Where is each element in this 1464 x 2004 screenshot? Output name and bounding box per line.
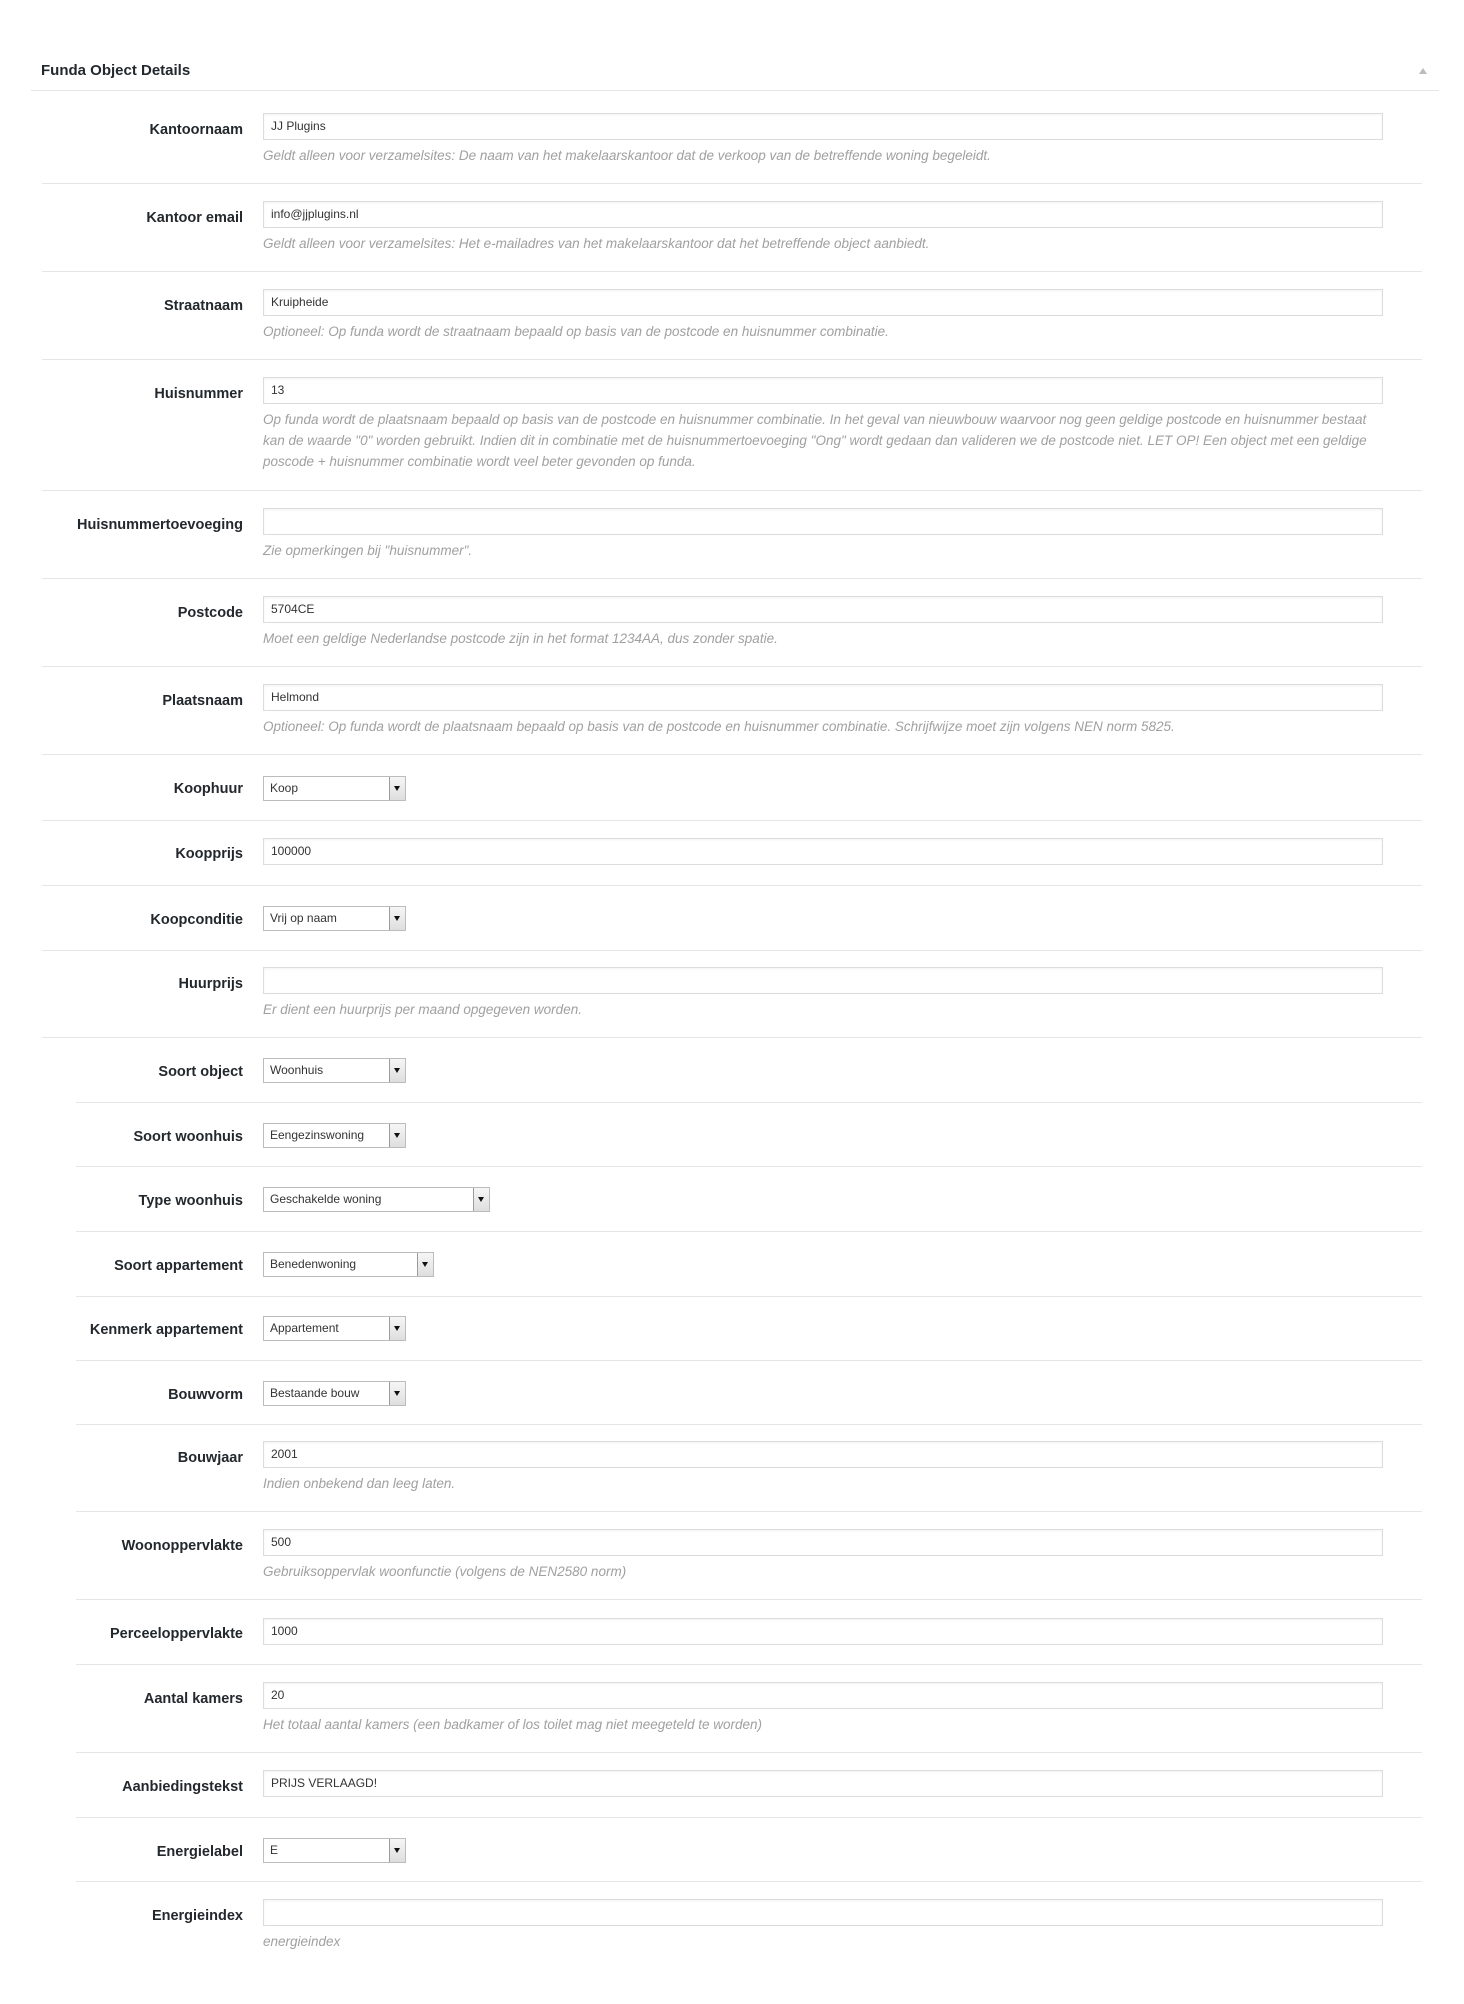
woonoppervlakte-label: Woonoppervlakte — [121, 1538, 243, 1554]
panel-header[interactable] — [31, 52, 1439, 91]
soort-appartement-selected-value: Benedenwoning — [270, 1257, 357, 1271]
straatnaam-label: Straatnaam — [164, 298, 243, 314]
aanbiedingstekst-label: Aanbiedingstekst — [122, 1779, 243, 1795]
kantoornaam-description: Geldt alleen voor verzamelsites: De naam van het makelaarskantoor dat de verkoop van de betreffende woning begeleidt. — [263, 148, 991, 163]
bouwvorm-label: Bouwvorm — [168, 1387, 243, 1403]
collapse-arrow-icon[interactable] — [1419, 68, 1427, 74]
huurprijs-description: Er dient een huurprijs per maand opgegeven worden. — [263, 1002, 582, 1017]
huurprijs-label: Huurprijs — [178, 976, 243, 992]
bouwvorm-select[interactable] — [263, 1381, 406, 1406]
type-woonhuis-select[interactable] — [263, 1187, 490, 1212]
row-divider — [42, 490, 1422, 491]
huurprijs-input[interactable] — [263, 967, 1383, 994]
huisnummer-label: Huisnummer — [154, 386, 243, 402]
row-divider — [42, 183, 1422, 184]
plaatsnaam-input[interactable]: Helmond — [263, 684, 1383, 711]
row-divider — [42, 754, 1422, 755]
chevron-down-icon[interactable] — [389, 1839, 405, 1862]
kenmerk-appartement-selected-value: Appartement — [270, 1321, 339, 1335]
row-divider — [42, 950, 1422, 951]
huisnummertoevoeging-label: Huisnummertoevoeging — [77, 517, 243, 533]
panel-title: Funda Object Details — [41, 62, 191, 79]
aanbiedingstekst-input[interactable]: PRIJS VERLAAGD! — [263, 1770, 1383, 1797]
kantoor-email-label: Kantoor email — [146, 210, 243, 226]
aantal-kamers-label: Aantal kamers — [143, 1691, 243, 1707]
row-divider — [42, 820, 1422, 821]
energielabel-select[interactable] — [263, 1838, 406, 1863]
type-woonhuis-selected-value: Geschakelde woning — [270, 1192, 382, 1206]
row-divider — [76, 1166, 1422, 1167]
postcode-input[interactable]: 5704CE — [263, 596, 1383, 623]
energieindex-input[interactable] — [263, 1899, 1383, 1926]
row-divider — [76, 1231, 1422, 1232]
chevron-down-icon[interactable] — [389, 1059, 405, 1082]
soort-object-select[interactable] — [263, 1058, 406, 1083]
koophuur-selected-value: Koop — [270, 781, 299, 795]
chevron-down-icon[interactable] — [389, 1382, 405, 1405]
bouwjaar-label: Bouwjaar — [177, 1450, 243, 1466]
soort-appartement-label: Soort appartement — [114, 1258, 243, 1274]
row-divider — [42, 271, 1422, 272]
row-divider — [76, 1360, 1422, 1361]
koopprijs-label: Koopprijs — [175, 846, 243, 862]
kantoornaam-input[interactable]: JJ Plugins — [263, 113, 1383, 140]
kantoor-email-description: Geldt alleen voor verzamelsites: Het e-mailadres van het makelaarskantoor dat het betreffende object aanbiedt. — [263, 236, 930, 251]
huisnummer-description-line-1: Op funda wordt de plaatsnaam bepaald op basis van de postcode en huisnummer combinatie. In het geval van nieuwbouw waarvoor nog geen geldige postcode en huisnummer bestaat — [263, 412, 1367, 427]
row-divider — [76, 1296, 1422, 1297]
woonoppervlakte-input[interactable]: 500 — [263, 1529, 1383, 1556]
kantoornaam-label: Kantoornaam — [149, 122, 243, 138]
soort-woonhuis-select[interactable] — [263, 1123, 406, 1148]
soort-woonhuis-selected-value: Eengezinswoning — [270, 1128, 365, 1142]
plaatsnaam-label: Plaatsnaam — [162, 693, 243, 709]
energieindex-description: energieindex — [263, 1934, 341, 1949]
kenmerk-appartement-label: Kenmerk appartement — [89, 1322, 243, 1338]
row-divider — [76, 1817, 1422, 1818]
soort-appartement-select[interactable] — [263, 1252, 434, 1277]
koopconditie-label: Koopconditie — [150, 912, 243, 928]
huisnummer-input[interactable]: 13 — [263, 377, 1383, 404]
kenmerk-appartement-select[interactable] — [263, 1316, 406, 1341]
soort-object-label: Soort object — [158, 1064, 243, 1080]
kantoor-email-input[interactable]: info@jjplugins.nl — [263, 201, 1383, 228]
plaatsnaam-description: Optioneel: Op funda wordt de plaatsnaam bepaald op basis van de postcode en huisnummer combinatie. Schrijfwijze moet zijn volgens NEN norm 5825. — [263, 719, 1175, 734]
koopprijs-input[interactable]: 100000 — [263, 838, 1383, 865]
straatnaam-description: Optioneel: Op funda wordt de straatnaam bepaald op basis van de postcode en huisnummer combinatie. — [263, 324, 889, 339]
aantal-kamers-description: Het totaal aantal kamers (een badkamer of los toilet mag niet meegeteld te worden) — [263, 1717, 763, 1732]
huisnummertoevoeging-description: Zie opmerkingen bij "huisnummer". — [263, 543, 473, 558]
chevron-down-icon[interactable] — [473, 1188, 489, 1211]
energieindex-label: Energieindex — [151, 1908, 243, 1924]
row-divider — [76, 1881, 1422, 1882]
row-divider — [42, 885, 1422, 886]
perceeloppervlakte-label: Perceeloppervlakte — [110, 1626, 243, 1642]
soort-object-selected-value: Woonhuis — [270, 1063, 324, 1077]
woonoppervlakte-description: Gebruiksoppervlak woonfunctie (volgens de NEN2580 norm) — [263, 1564, 627, 1579]
row-divider — [42, 359, 1422, 360]
huisnummer-description-line-3: poscode + huisnummer combinatie wordt veel beter gevonden op funda. — [263, 454, 696, 469]
row-divider — [76, 1102, 1422, 1103]
chevron-down-icon[interactable] — [389, 1317, 405, 1340]
row-divider — [42, 578, 1422, 579]
koopconditie-select[interactable] — [263, 906, 406, 931]
energielabel-selected-value: E — [270, 1843, 279, 1857]
huisnummertoevoeging-input[interactable] — [263, 508, 1383, 535]
chevron-down-icon[interactable] — [389, 1124, 405, 1147]
row-divider — [42, 1037, 1422, 1038]
koopconditie-selected-value: Vrij op naam — [270, 911, 337, 925]
funda-object-details-panel — [31, 52, 1439, 91]
row-divider — [76, 1511, 1422, 1512]
bouwjaar-description: Indien onbekend dan leeg laten. — [263, 1476, 456, 1491]
row-divider — [42, 666, 1422, 667]
soort-woonhuis-label: Soort woonhuis — [133, 1129, 243, 1145]
straatnaam-input[interactable]: Kruipheide — [263, 289, 1383, 316]
postcode-description: Moet een geldige Nederlandse postcode zijn in het format 1234AA, dus zonder spatie. — [263, 631, 778, 646]
row-divider — [76, 1424, 1422, 1425]
koophuur-label: Koophuur — [173, 781, 243, 797]
koophuur-select[interactable] — [263, 776, 406, 801]
aantal-kamers-input[interactable]: 20 — [263, 1682, 1383, 1709]
chevron-down-icon[interactable] — [389, 907, 405, 930]
energielabel-label: Energielabel — [156, 1844, 243, 1860]
bouwjaar-input[interactable]: 2001 — [263, 1441, 1383, 1468]
row-divider — [76, 1752, 1422, 1753]
type-woonhuis-label: Type woonhuis — [138, 1193, 243, 1209]
bouwvorm-selected-value: Bestaande bouw — [270, 1386, 360, 1400]
chevron-down-icon[interactable] — [417, 1253, 433, 1276]
perceeloppervlakte-input[interactable]: 1000 — [263, 1618, 1383, 1645]
row-divider — [76, 1664, 1422, 1665]
huisnummer-description-line-2: kan de waarde "0" worden gebruikt. Indien dit in combinatie met de huisnummertoevoeging "Ong" wordt gedaan dan valideren we de postcode niet. LET OP! Een object met een geldige — [263, 433, 1367, 448]
row-divider — [76, 1599, 1422, 1600]
postcode-label: Postcode — [177, 605, 243, 621]
chevron-down-icon[interactable] — [389, 777, 405, 800]
